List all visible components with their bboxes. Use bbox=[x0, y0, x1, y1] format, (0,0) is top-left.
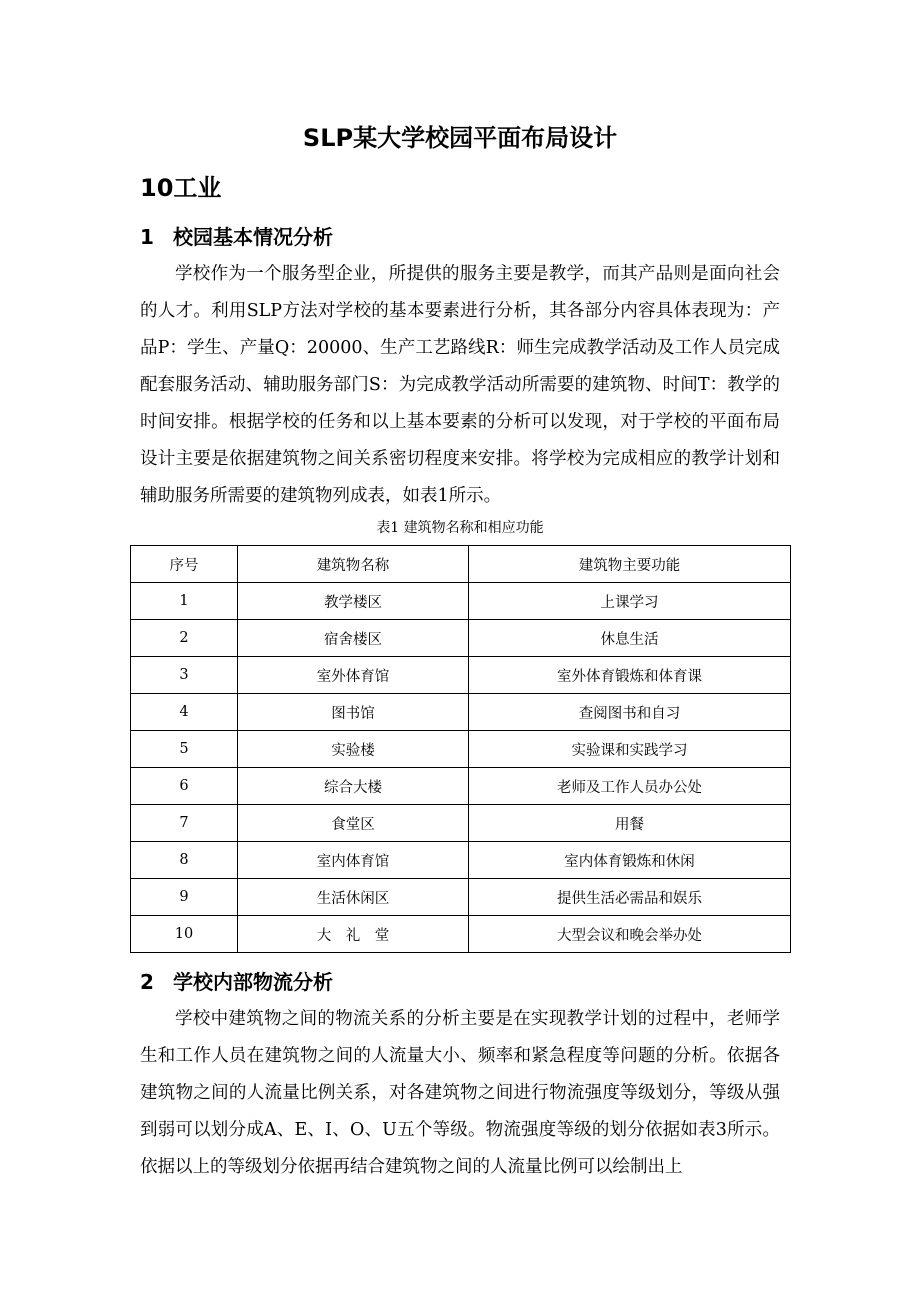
table-row bbox=[131, 916, 791, 953]
cell-building: 图书馆 bbox=[238, 694, 469, 731]
document-title: SLP某大学校园平面布局设计 bbox=[302, 124, 618, 152]
section-2-paragraph: 学校中建筑物之间的物流关系的分析主要是在实现教学计划的过程中，老师学生和工作人员在建筑物之间的人流量大小、频率和紧急程度等问题的分析。依据各建筑物之间的人流量比例关系，对各建筑物之间进行物流强度等级划分，等级从强到弱可以划分成A、E、I、O、U五个等级。物流强度等级的划分依据如表3所示。依据以上的等级划分依据再结合建筑物之间的人流量比例可以绘制出上 bbox=[140, 1009, 780, 1177]
cell-index: 6 bbox=[131, 768, 238, 805]
cell-function: 室内体育锻炼和休闲 bbox=[469, 842, 791, 879]
header-building-function: 建筑物主要功能 bbox=[469, 546, 791, 583]
section-1-heading bbox=[140, 221, 333, 250]
table-1-caption: 表1 建筑物名称和相应功能 bbox=[376, 520, 544, 536]
table-row bbox=[131, 731, 791, 768]
section-2-heading bbox=[140, 966, 333, 995]
cell-function: 大型会议和晚会举办处 bbox=[469, 916, 791, 953]
cell-function: 实验课和实践学习 bbox=[469, 731, 791, 768]
cell-function: 上课学习 bbox=[469, 583, 791, 620]
cell-building: 教学楼区 bbox=[238, 583, 469, 620]
section-2-title: 学校内部物流分析 bbox=[172, 970, 333, 994]
cell-building: 食堂区 bbox=[238, 805, 469, 842]
chapter-heading: 10工业 bbox=[140, 174, 222, 202]
table-row bbox=[131, 768, 791, 805]
section-1-title: 校园基本情况分析 bbox=[172, 225, 333, 249]
section-2-number: 2 bbox=[140, 970, 154, 994]
cell-index: 1 bbox=[131, 583, 238, 620]
cell-building: 室内体育馆 bbox=[238, 842, 469, 879]
cell-building: 室外体育馆 bbox=[238, 657, 469, 694]
cell-index: 4 bbox=[131, 694, 238, 731]
cell-building: 生活休闲区 bbox=[238, 879, 469, 916]
section-1-number: 1 bbox=[140, 225, 154, 249]
cell-function: 用餐 bbox=[469, 805, 791, 842]
section-1-paragraph: 学校作为一个服务型企业，所提供的服务主要是教学，而其产品则是面向社会的人才。利用SLP方法对学校的基本要素进行分析，其各部分内容具体表现为：产品P：学生、产量Q：20000、生产工艺路线R：师生完成教学活动及工作人员完成配套服务活动、辅助服务部门S：为完成教学活动所需要的建筑物、时间T：教学的时间安排。根据学校的任务和以上基本要素的分析可以发现，对于学校的平面布局设计主要是依据建筑物之间关系密切程度来安排。将学校为完成相应的教学计划和辅助服务所需要的建筑物列成表，如表1所示。 bbox=[140, 264, 780, 506]
table-header-row bbox=[131, 546, 791, 583]
table-row bbox=[131, 657, 791, 694]
cell-building: 实验楼 bbox=[238, 731, 469, 768]
cell-building: 宿舍楼区 bbox=[238, 620, 469, 657]
table-row bbox=[131, 805, 791, 842]
table-row bbox=[131, 583, 791, 620]
table-row bbox=[131, 879, 791, 916]
cell-function: 休息生活 bbox=[469, 620, 791, 657]
cell-index: 3 bbox=[131, 657, 238, 694]
cell-index: 8 bbox=[131, 842, 238, 879]
cell-building: 综合大楼 bbox=[238, 768, 469, 805]
table-row bbox=[131, 842, 791, 879]
cell-function: 查阅图书和自习 bbox=[469, 694, 791, 731]
cell-function: 老师及工作人员办公处 bbox=[469, 768, 791, 805]
cell-index: 5 bbox=[131, 731, 238, 768]
cell-index: 9 bbox=[131, 879, 238, 916]
table-row bbox=[131, 620, 791, 657]
buildings-table bbox=[130, 545, 791, 953]
cell-building: 大 礼 堂 bbox=[238, 916, 469, 953]
cell-function: 室外体育锻炼和体育课 bbox=[469, 657, 791, 694]
header-building-name: 建筑物名称 bbox=[238, 546, 469, 583]
table-row bbox=[131, 694, 791, 731]
cell-function: 提供生活必需品和娱乐 bbox=[469, 879, 791, 916]
cell-index: 10 bbox=[131, 916, 238, 953]
cell-index: 2 bbox=[131, 620, 238, 657]
header-index: 序号 bbox=[131, 546, 238, 583]
cell-index: 7 bbox=[131, 805, 238, 842]
